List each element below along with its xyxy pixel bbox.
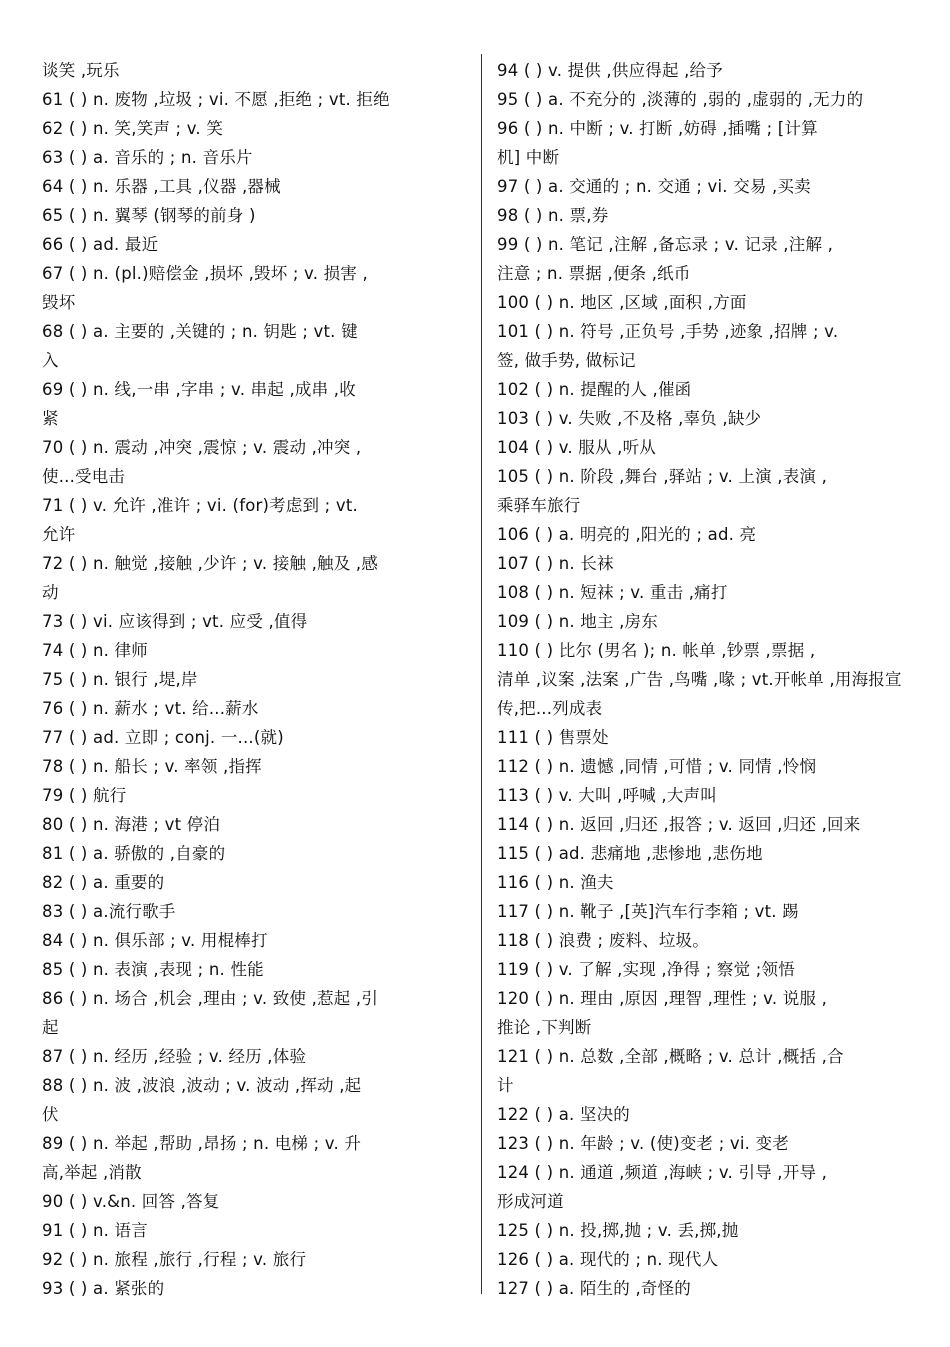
- left-column: [42, 56, 468, 1303]
- vocab-line: 65 ( ) n. 翼琴 (钢琴的前身 ): [42, 206, 256, 225]
- vocab-line: 61 ( ) n. 废物 ,垃圾 ; vi. 不愿 ,拒绝 ; vt. 拒绝: [42, 90, 390, 109]
- vocab-line: 83 ( ) a.流行歌手: [42, 902, 176, 921]
- vocab-line: 谈笑 ,玩乐: [42, 61, 120, 80]
- vocab-line: 85 ( ) n. 表演 ,表现 ; n. 性能: [42, 960, 264, 979]
- vocab-line: 66 ( ) ad. 最近: [42, 235, 159, 254]
- vocab-line: 116 ( ) n. 渔夫: [497, 873, 614, 892]
- vocab-line: 计: [497, 1076, 514, 1095]
- vocab-line: 95 ( ) a. 不充分的 ,淡薄的 ,弱的 ,虚弱的 ,无力的: [497, 90, 864, 109]
- vocab-line: 93 ( ) a. 紧张的: [42, 1279, 165, 1298]
- vocab-line: 75 ( ) n. 银行 ,堤,岸: [42, 670, 198, 689]
- vocab-line: 清单 ,议案 ,法案 ,广告 ,鸟嘴 ,喙 ; vt.开帐单 ,用海报宣: [497, 670, 902, 689]
- vocab-line: 62 ( ) n. 笑,笑声 ; v. 笑: [42, 119, 224, 138]
- vocab-line: 71 ( ) v. 允许 ,准许 ; vi. (for)考虑到 ; vt.: [42, 496, 358, 515]
- vocab-line: 103 ( ) v. 失败 ,不及格 ,辜负 ,缺少: [497, 409, 762, 428]
- vocab-line: 99 ( ) n. 笔记 ,注解 ,备忘录 ; v. 记录 ,注解 ,: [497, 235, 834, 254]
- vocab-line: 104 ( ) v. 服从 ,听从: [497, 438, 656, 457]
- vocab-line: 74 ( ) n. 律师: [42, 641, 148, 660]
- vocab-line: 120 ( ) n. 理由 ,原因 ,理智 ,理性 ; v. 说服 ,: [497, 989, 828, 1008]
- vocab-line: 毁坏: [42, 293, 76, 312]
- vocab-line: 传,把...列成表: [497, 699, 603, 718]
- vocab-line: 96 ( ) n. 中断 ; v. 打断 ,妨碍 ,插嘴 ; [计算: [497, 119, 818, 138]
- vocab-line: 高,举起 ,消散: [42, 1163, 142, 1182]
- vocab-line: 118 ( ) 浪费 ; 废料、垃圾。: [497, 931, 709, 950]
- vocab-line: 102 ( ) n. 提醒的人 ,催函: [497, 380, 692, 399]
- vocab-line: 110 ( ) 比尔 (男名 ); n. 帐单 ,钞票 ,票据 ,: [497, 641, 816, 660]
- vocab-line: 注意 ; n. 票据 ,便条 ,纸币: [497, 264, 691, 283]
- vocab-line: 98 ( ) n. 票,券: [497, 206, 609, 225]
- vocab-line: 108 ( ) n. 短袜 ; v. 重击 ,痛打: [497, 583, 728, 602]
- vocab-line: 114 ( ) n. 返回 ,归还 ,报答 ; v. 返回 ,归还 ,回来: [497, 815, 861, 834]
- vocab-line: 97 ( ) a. 交通的 ; n. 交通 ; vi. 交易 ,买卖: [497, 177, 811, 196]
- vocab-line: 86 ( ) n. 场合 ,机会 ,理由 ; v. 致使 ,惹起 ,引: [42, 989, 379, 1008]
- vocab-line: 形成河道: [497, 1192, 564, 1211]
- vocab-line: 68 ( ) a. 主要的 ,关键的 ; n. 钥匙 ; vt. 键: [42, 322, 358, 341]
- vocab-line: 80 ( ) n. 海港 ; vt 停泊: [42, 815, 221, 834]
- vocab-line: 119 ( ) v. 了解 ,实现 ,净得 ; 察觉 ;领悟: [497, 960, 795, 979]
- vocab-line: 允许: [42, 525, 76, 544]
- vocab-line: 乘驿车旅行: [497, 496, 581, 515]
- vocab-line: 92 ( ) n. 旅程 ,旅行 ,行程 ; v. 旅行: [42, 1250, 307, 1269]
- vocab-line: 84 ( ) n. 俱乐部 ; v. 用棍棒打: [42, 931, 268, 950]
- vocab-line: 90 ( ) v.&n. 回答 ,答复: [42, 1192, 220, 1211]
- vocab-line: 117 ( ) n. 靴子 ,[英]汽车行李箱 ; vt. 踢: [497, 902, 799, 921]
- vocab-line: 87 ( ) n. 经历 ,经验 ; v. 经历 ,体验: [42, 1047, 307, 1066]
- vocab-line: 81 ( ) a. 骄傲的 ,自豪的: [42, 844, 226, 863]
- vocab-line: 72 ( ) n. 触觉 ,接触 ,少许 ; v. 接触 ,触及 ,感: [42, 554, 379, 573]
- vocab-line: 签, 做手势, 做标记: [497, 351, 636, 370]
- right-column: [497, 56, 921, 1303]
- vocab-line: 64 ( ) n. 乐器 ,工具 ,仪器 ,器械: [42, 177, 281, 196]
- vocab-line: 77 ( ) ad. 立即 ; conj. 一...(就): [42, 728, 284, 747]
- vocab-line: 69 ( ) n. 线,一串 ,字串 ; v. 串起 ,成串 ,收: [42, 380, 356, 399]
- vocab-line: 起: [42, 1018, 59, 1037]
- vocab-line: 100 ( ) n. 地区 ,区域 ,面积 ,方面: [497, 293, 747, 312]
- vocab-line: 76 ( ) n. 薪水 ; vt. 给...薪水: [42, 699, 259, 718]
- vocab-line: 124 ( ) n. 通道 ,频道 ,海峡 ; v. 引导 ,开导 ,: [497, 1163, 828, 1182]
- vocab-line: 使...受电击: [42, 467, 126, 486]
- vocab-line: 88 ( ) n. 波 ,波浪 ,波动 ; v. 波动 ,挥动 ,起: [42, 1076, 362, 1095]
- vocab-line: 91 ( ) n. 语言: [42, 1221, 148, 1240]
- vocab-line: 106 ( ) a. 明亮的 ,阳光的 ; ad. 亮: [497, 525, 757, 544]
- vocab-line: 122 ( ) a. 坚决的: [497, 1105, 631, 1124]
- vocab-line: 动: [42, 583, 59, 602]
- vocab-line: 109 ( ) n. 地主 ,房东: [497, 612, 658, 631]
- vocab-line: 紧: [42, 409, 59, 428]
- vocab-line: 127 ( ) a. 陌生的 ,奇怪的: [497, 1279, 691, 1298]
- vocab-line: 112 ( ) n. 遗憾 ,同情 ,可惜 ; v. 同情 ,怜悯: [497, 757, 817, 776]
- vocab-line: 115 ( ) ad. 悲痛地 ,悲惨地 ,悲伤地: [497, 844, 763, 863]
- vocab-line: 70 ( ) n. 震动 ,冲突 ,震惊 ; v. 震动 ,冲突 ,: [42, 438, 362, 457]
- vocab-line: 105 ( ) n. 阶段 ,舞台 ,驿站 ; v. 上演 ,表演 ,: [497, 467, 828, 486]
- vocab-line: 113 ( ) v. 大叫 ,呼喊 ,大声叫: [497, 786, 717, 805]
- vocab-line: 机] 中断: [497, 148, 560, 167]
- vocab-line: 111 ( ) 售票处: [497, 728, 609, 747]
- vocab-line: 94 ( ) v. 提供 ,供应得起 ,给予: [497, 61, 723, 80]
- vocab-line: 73 ( ) vi. 应该得到 ; vt. 应受 ,值得: [42, 612, 308, 631]
- vocab-line: 伏: [42, 1105, 59, 1124]
- vocab-line: 125 ( ) n. 投,掷,抛 ; v. 丢,掷,抛: [497, 1221, 739, 1240]
- vocab-line: 82 ( ) a. 重要的: [42, 873, 165, 892]
- vocab-line: 123 ( ) n. 年龄 ; v. (使)变老 ; vi. 变老: [497, 1134, 789, 1153]
- vocab-line: 67 ( ) n. (pl.)赔偿金 ,损坏 ,毁坏 ; v. 损害 ,: [42, 264, 368, 283]
- vocab-line: 107 ( ) n. 长袜: [497, 554, 614, 573]
- vocab-line: 入: [42, 351, 59, 370]
- vocab-line: 89 ( ) n. 举起 ,帮助 ,昂扬 ; n. 电梯 ; v. 升: [42, 1134, 362, 1153]
- vocab-line: 101 ( ) n. 符号 ,正负号 ,手势 ,迹象 ,招牌 ; v.: [497, 322, 839, 341]
- vocab-line: 79 ( ) 航行: [42, 786, 127, 805]
- vocab-line: 78 ( ) n. 船长 ; v. 率领 ,指挥: [42, 757, 262, 776]
- vocab-line: 121 ( ) n. 总数 ,全部 ,概略 ; v. 总计 ,概括 ,合: [497, 1047, 844, 1066]
- vocab-line: 推论 ,下判断: [497, 1018, 592, 1037]
- column-divider: [481, 54, 482, 1294]
- vocab-line: 63 ( ) a. 音乐的 ; n. 音乐片: [42, 148, 253, 167]
- vocab-line: 126 ( ) a. 现代的 ; n. 现代人: [497, 1250, 719, 1269]
